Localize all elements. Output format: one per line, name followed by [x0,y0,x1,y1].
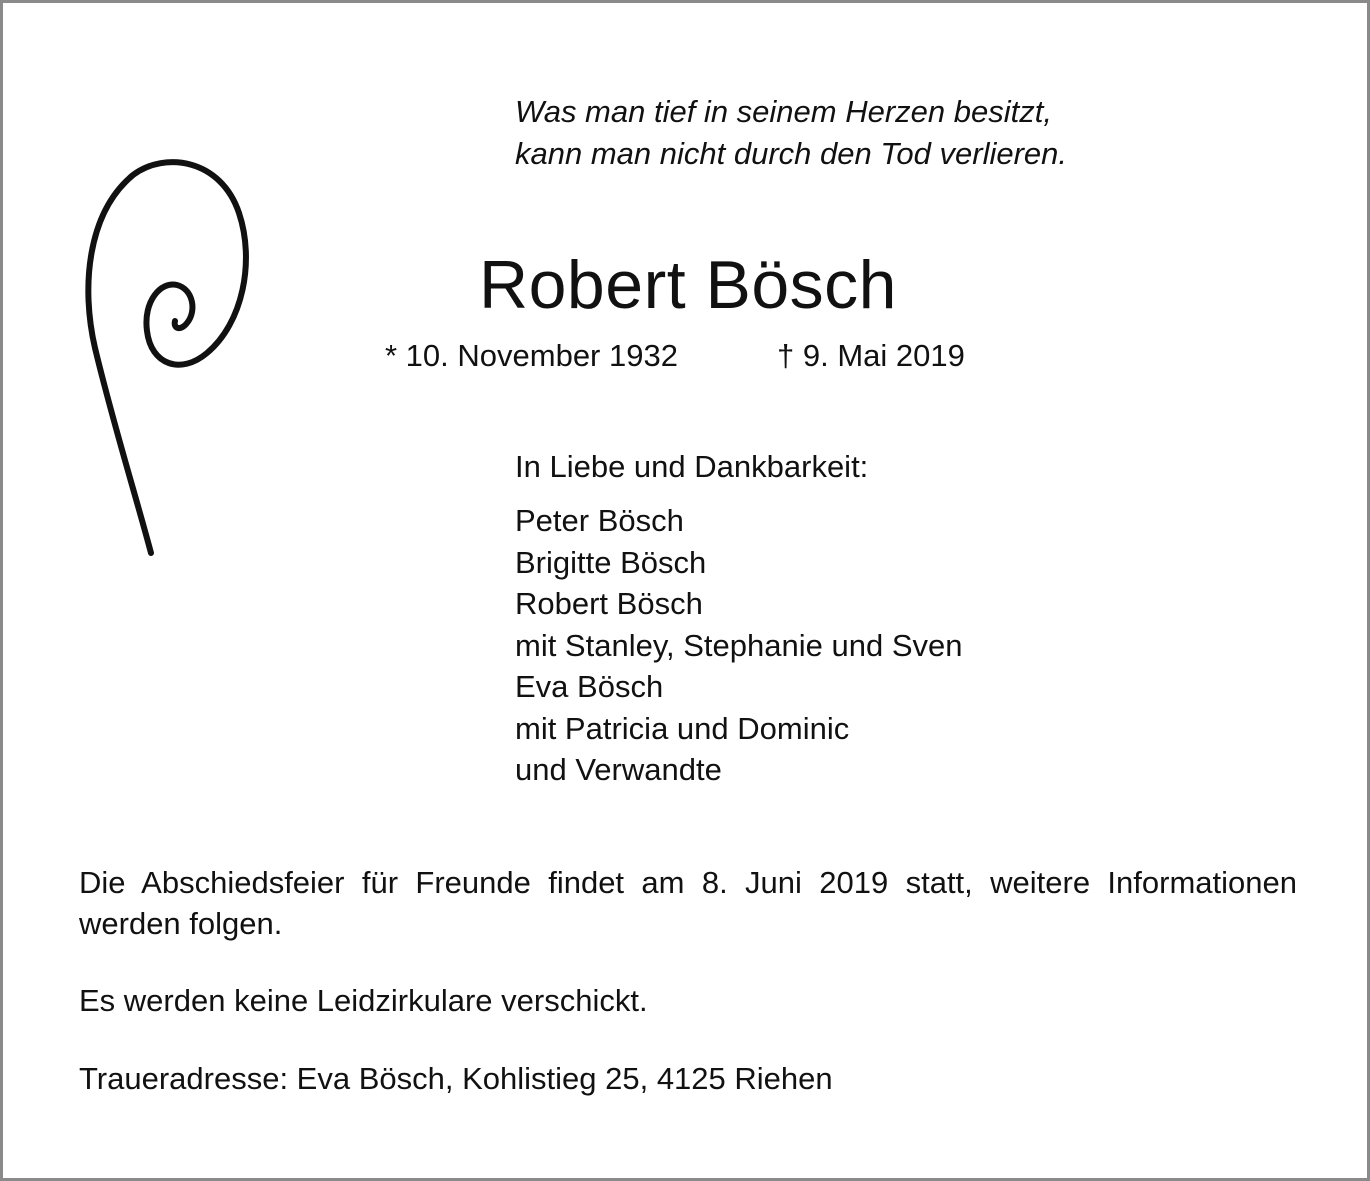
mourners-block [515,446,963,791]
mourner-name: und Verwandte [515,752,722,787]
spiral-ornament-icon [73,153,273,573]
mourner-name: Brigitte Bösch [515,544,707,580]
deceased-name: Robert Bösch [479,247,897,323]
quote-line-1: Was man tief in seinem Herzen besitzt, [515,94,1052,129]
mourner-name: mit Stanley, Stephanie und Sven [515,627,963,663]
mourner-name: Robert Bösch [515,586,703,621]
memorial-quote [515,91,1067,175]
ceremony-notice: Die Abschiedsfeier für Freunde findet am 8. Juni 2019 statt, weitere Informationen werden folgen. [79,865,1297,941]
mourners-intro: In Liebe und Dankbarkeit: [515,449,869,484]
death-date: † 9. Mai 2019 [777,338,965,373]
mourners-list [515,500,963,791]
birth-date: * 10. November 1932 [385,338,678,373]
mourner-name: Peter Bösch [515,503,684,538]
mourning-address: Traueradresse: Eva Bösch, Kohlistieg 25, 4125 Riehen [79,1061,833,1096]
mourner-name: Eva Bösch [515,669,664,704]
life-dates [385,336,965,376]
mourner-name: mit Patricia und Dominic [515,710,850,746]
quote-line-2: kann man nicht durch den Tod verlieren. [515,136,1068,171]
circulars-notice: Es werden keine Leidzirkulare verschickt. [79,983,648,1018]
